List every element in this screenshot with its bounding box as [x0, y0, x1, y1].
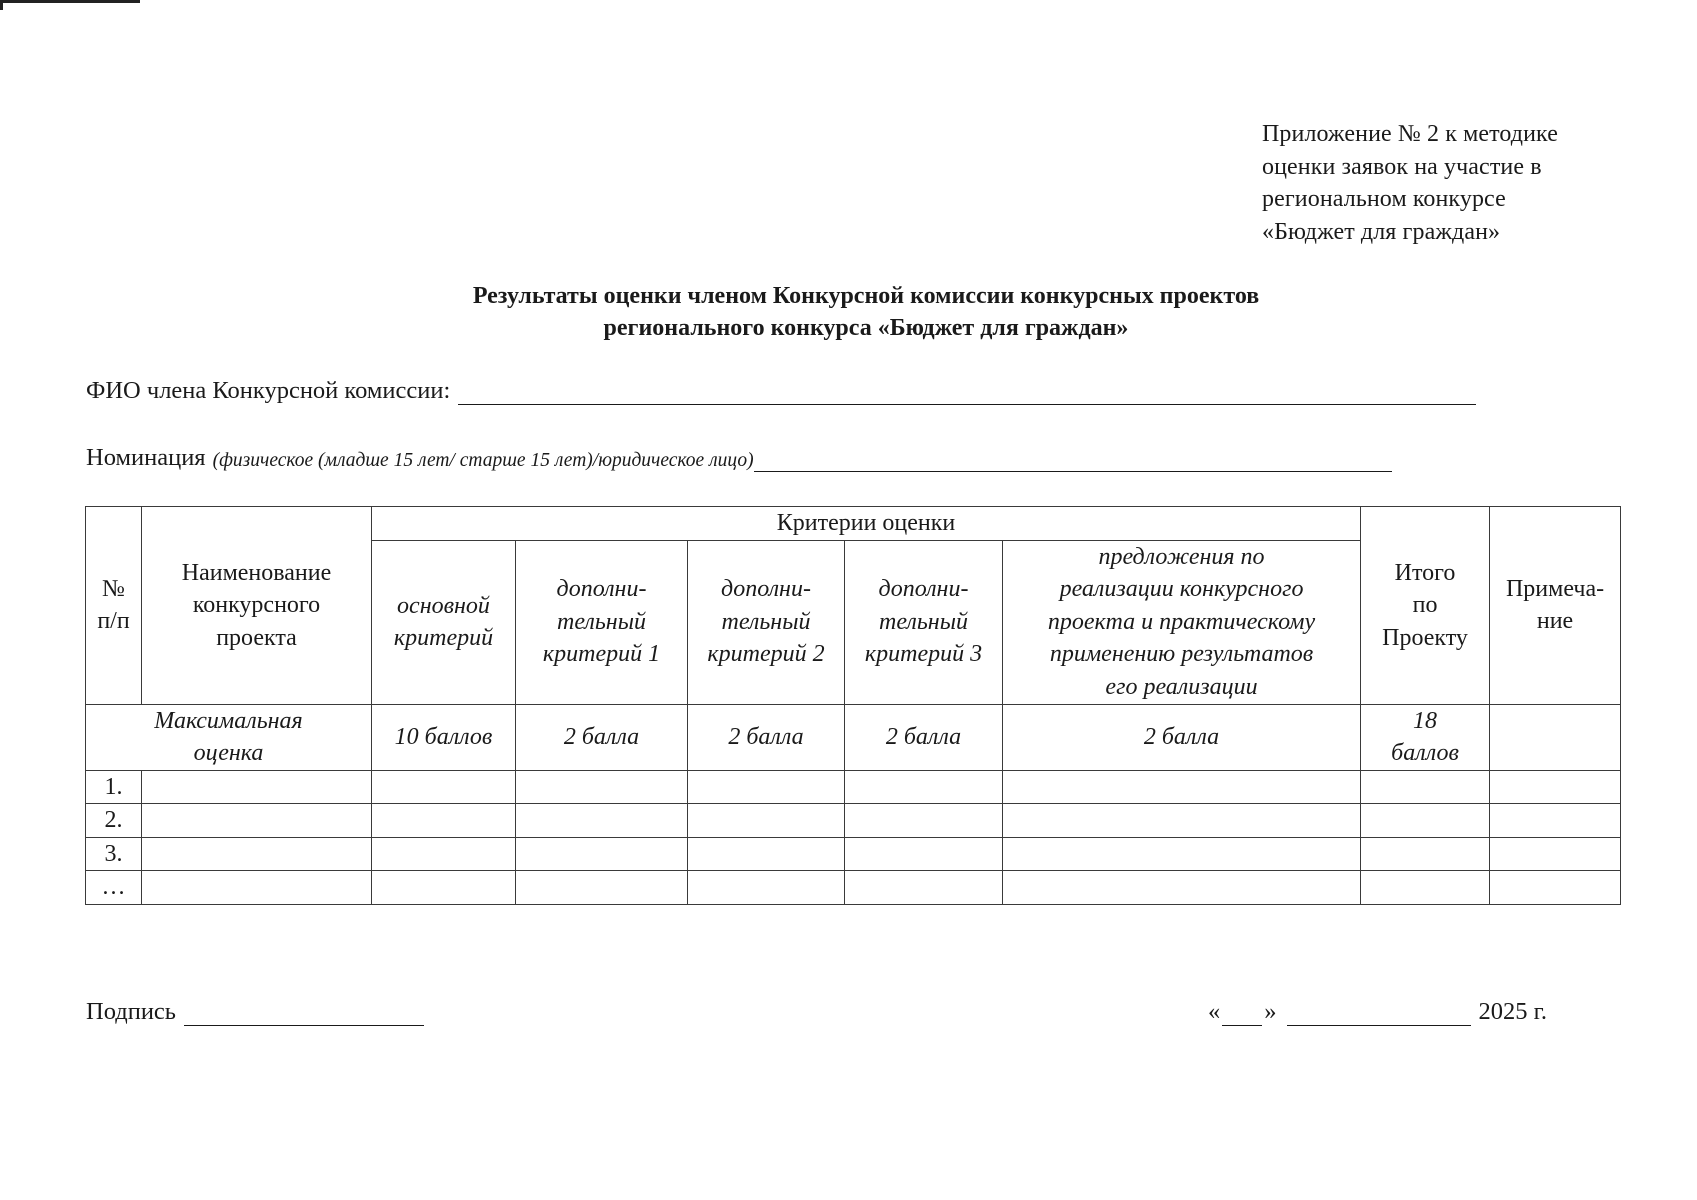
table-cell [1003, 804, 1361, 838]
table-cell [142, 770, 372, 804]
max-score-total: 18 баллов [1361, 704, 1490, 770]
table-cell [845, 837, 1003, 871]
table-cell [1490, 871, 1621, 905]
max-score-row [86, 704, 1621, 770]
table-cell [1361, 804, 1490, 838]
row-number: 2. [86, 804, 142, 838]
table-cell [1490, 837, 1621, 871]
nomination-blank-line [754, 451, 1392, 472]
table-cell [142, 837, 372, 871]
table-cell [516, 837, 688, 871]
date-close-quote: » [1264, 998, 1277, 1025]
row-number: … [86, 871, 142, 905]
header-note: Примеча- ние [1490, 507, 1621, 705]
document-title: Результаты оценки членом Конкурсной комиссии конкурсных проектов регионального конкурса «Бюджет для граждан» [472, 283, 1260, 341]
table-cell [1003, 770, 1361, 804]
date-month-blank [1287, 1005, 1471, 1026]
table-cell [845, 871, 1003, 905]
table-cell [688, 770, 845, 804]
max-score-cell: 2 балла [516, 704, 688, 770]
header-criterion-2: дополни- тельный критерий 2 [688, 540, 845, 704]
table-cell [1490, 804, 1621, 838]
header-criterion-proposals: предложения по реализации конкурсного проекта и практическому применению результатов его реализации [1003, 540, 1361, 704]
max-score-cell: 2 балла [1003, 704, 1361, 770]
table-cell [1361, 770, 1490, 804]
table-row [86, 871, 1621, 905]
header-criterion-main: основной критерий [372, 540, 516, 704]
header-total: Итого по Проекту [1361, 507, 1490, 705]
table-cell [1361, 837, 1490, 871]
fio-label: ФИО члена Конкурсной комиссии: [86, 377, 451, 404]
table-cell [372, 837, 516, 871]
table-cell [372, 770, 516, 804]
results-table [85, 506, 1621, 905]
table-cell [516, 770, 688, 804]
max-score-label: Максимальная оценка [86, 704, 372, 770]
header-criterion-1: дополни- тельный критерий 1 [516, 540, 688, 704]
appendix-note: Приложение № 2 к методике оценки заявок на участие в региональном конкурсе «Бюджет для граждан» [1262, 121, 1558, 245]
scan-mark [0, 0, 140, 3]
table-cell [688, 804, 845, 838]
signature-label: Подпись [86, 998, 176, 1025]
table-cell [516, 871, 688, 905]
nomination-field [86, 444, 1392, 472]
nomination-label: Номинация [86, 444, 206, 471]
max-score-cell: 2 балла [688, 704, 845, 770]
table-cell [1361, 871, 1490, 905]
table-row [86, 770, 1621, 804]
table-cell [372, 871, 516, 905]
header-criteria-group: Критерии оценки [372, 507, 1361, 541]
table-cell [688, 871, 845, 905]
header-criterion-3: дополни- тельный критерий 3 [845, 540, 1003, 704]
date-field [1208, 998, 1547, 1026]
max-score-note [1490, 704, 1621, 770]
date-day-blank [1222, 1005, 1262, 1026]
table-cell [372, 804, 516, 838]
header-project-name: Наименование конкурсного проекта [142, 507, 372, 705]
table-cell [142, 804, 372, 838]
signature-field [86, 998, 424, 1026]
max-score-cell: 10 баллов [372, 704, 516, 770]
scan-mark [0, 0, 3, 10]
table-cell [1003, 837, 1361, 871]
max-score-cell: 2 балла [845, 704, 1003, 770]
date-year: 2025 г. [1478, 998, 1548, 1025]
row-number: 3. [86, 837, 142, 871]
header-number: № п/п [86, 507, 142, 705]
fio-field [86, 377, 1476, 405]
table-row [86, 837, 1621, 871]
row-number: 1. [86, 770, 142, 804]
nomination-hint: (физическое (младше 15 лет/ старше 15 лет)/юридическое лицо) [212, 450, 754, 471]
table-cell [1490, 770, 1621, 804]
table-cell [845, 770, 1003, 804]
table-cell [845, 804, 1003, 838]
table-cell [142, 871, 372, 905]
table-cell [516, 804, 688, 838]
signature-blank-line [184, 1005, 424, 1026]
table-cell [1003, 871, 1361, 905]
fio-blank-line [458, 384, 1476, 405]
date-open-quote: « [1208, 998, 1221, 1025]
table-cell [688, 837, 845, 871]
table-header-row [86, 507, 1621, 541]
table-row [86, 804, 1621, 838]
